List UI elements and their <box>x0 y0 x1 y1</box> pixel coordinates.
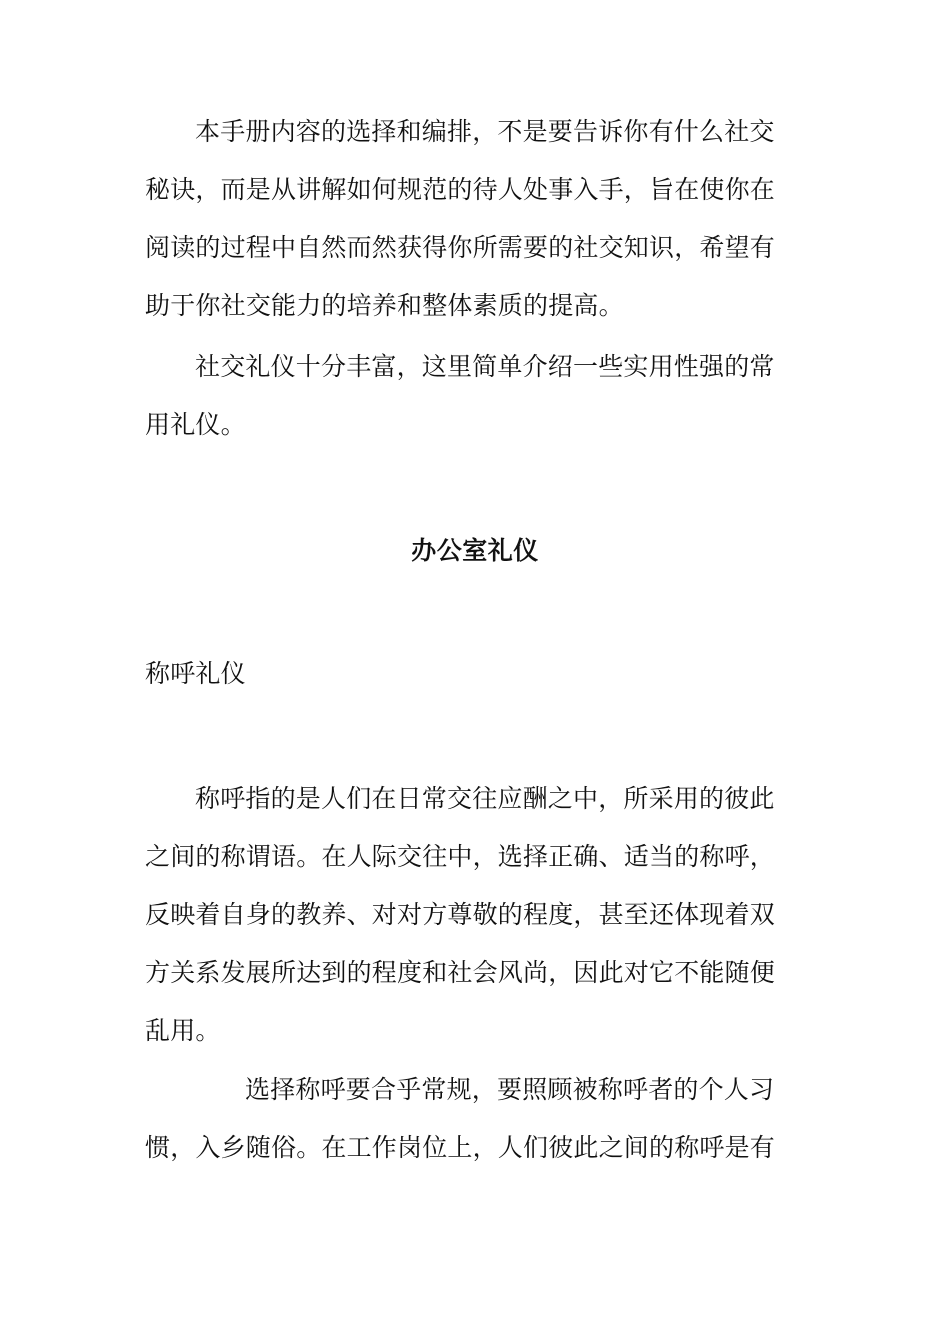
intro-paragraph-1-line-4: 助于你社交能力的培养和整体素质的提高。 <box>145 291 624 320</box>
intro-paragraph-1-line-2: 秘诀，而是从讲解如何规范的待人处事入手，旨在使你在 <box>145 175 776 204</box>
body-paragraph-1-line-4: 方关系发展所达到的程度和社会风尚，因此对它不能随便 <box>145 958 776 987</box>
body-paragraph-1-line-5: 乱用。 <box>145 1016 221 1045</box>
body-paragraph-2-line-2: 惯，入乡随俗。在工作岗位上，人们彼此之间的称呼是有 <box>145 1133 776 1162</box>
section-title: 办公室礼仪 <box>411 536 539 565</box>
body-paragraph-2-line-1: 选择称呼要合乎常规，要照顾被称呼者的个人习 <box>245 1075 775 1104</box>
body-paragraph-1-line-2: 之间的称谓语。在人际交往中，选择正确、适当的称呼， <box>145 842 776 871</box>
intro-paragraph-1-line-3: 阅读的过程中自然而然获得你所需要的社交知识，希望有 <box>145 233 776 262</box>
body-paragraph-1-line-1: 称呼指的是人们在日常交往应酬之中，所采用的彼此 <box>195 784 775 813</box>
intro-paragraph-2-line-2: 用礼仪。 <box>145 410 246 439</box>
body-paragraph-1-line-3: 反映着自身的教养、对对方尊敬的程度，甚至还体现着双 <box>145 900 776 929</box>
intro-paragraph-2-line-1: 社交礼仪十分丰富，这里简单介绍一些实用性强的常 <box>195 352 775 381</box>
intro-paragraph-1-line-1: 本手册内容的选择和编排，不是要告诉你有什么社交 <box>195 117 775 146</box>
subsection-title: 称呼礼仪 <box>145 659 246 688</box>
